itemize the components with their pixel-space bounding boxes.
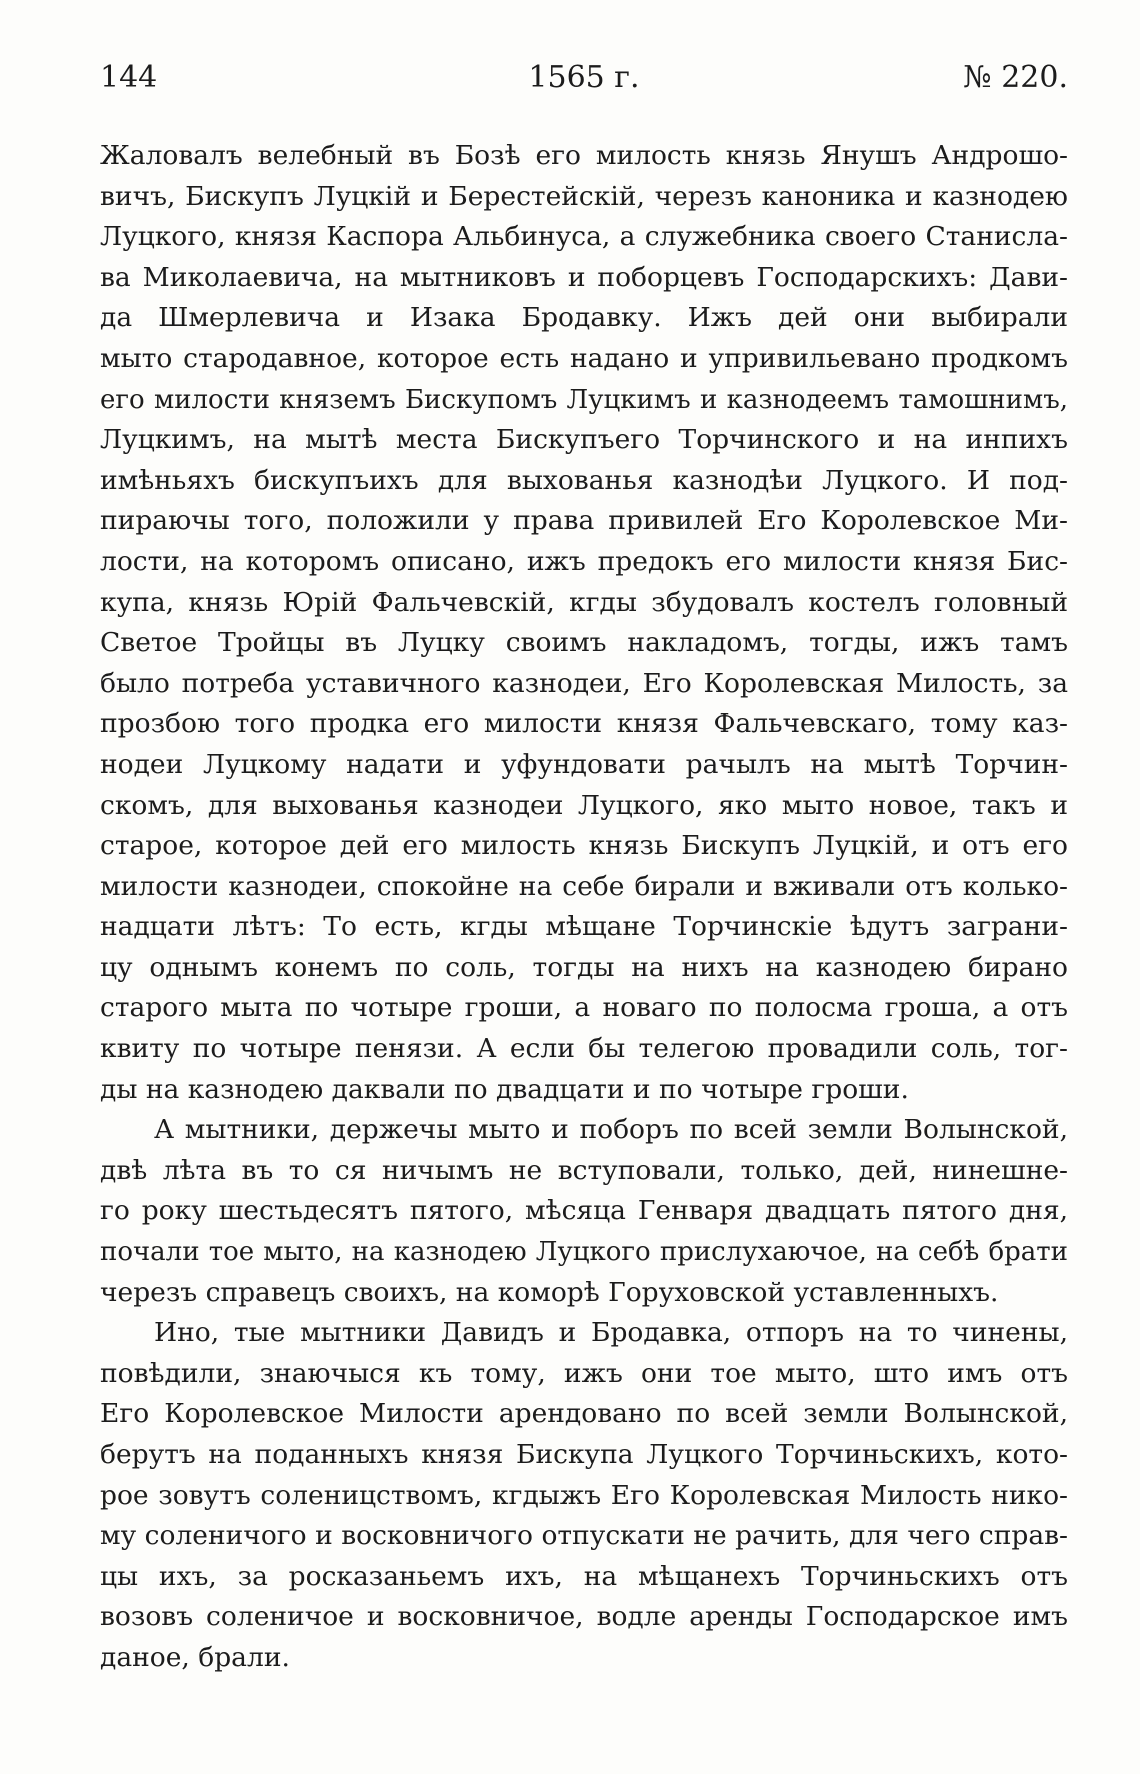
text-line: двѣ лѣта въ то ся ничымъ не вступовали, только, дей, нинешне- (100, 1154, 1068, 1186)
text-line: Ино, тые мытники Давидъ и Бродавка, отпоръ на то чинены, (154, 1317, 1068, 1349)
text-line: пираючы того, положили у права привилей Его Королевское Ми- (100, 505, 1068, 537)
text-line: надцати лѣтъ: То есть, кгды мѣщане Торчинскіе ѣдутъ заграни- (100, 911, 1068, 943)
text-line: берутъ на поданныхъ князя Бискупа Луцкого Торчиньскихъ, кото- (100, 1439, 1068, 1470)
text-line: черезъ справецъ своихъ, на коморѣ Горуховской уставленныхъ. (100, 1276, 999, 1308)
text-line: цу однымъ конемъ по соль, тогды на нихъ на казнодею бирано (100, 951, 1068, 983)
text-line: мыто стародавное, которое есть надано и упривильевано продкомъ (100, 342, 1068, 374)
text-line: нодеи Луцкому надати и уфундовати рачылъ на мытѣ Торчин- (100, 748, 1068, 780)
text-line: прозбою того продка его милости князя Фальчевскаго, тому каз- (100, 708, 1068, 740)
text-line: ды на казнодею даквали по двадцати и по чотыре гроши. (100, 1073, 909, 1105)
text-line: его милости княземъ Бискупомъ Луцкимъ и казнодеемъ тамошнимъ, (100, 384, 1068, 415)
text-line: лости, на которомъ описано, ижъ предокъ его милости князя Бис- (100, 545, 1068, 577)
text-line: старого мыта по чотыре гроши, а новаго по полосма гроша, а отъ (100, 992, 1068, 1024)
text-line: да Шмерлевича и Изака Бродавку. Ижъ дей они выбирали (100, 302, 1068, 334)
document-year: 1565 г. (528, 60, 640, 95)
running-head (100, 56, 1068, 100)
text-line: старое, которое дей его милость князь Бискупъ Луцкій, и отъ его (100, 830, 1068, 862)
text-line: милости казнодеи, спокойне на себе бирали и вживали отъ колько- (100, 870, 1068, 902)
text-line: скомъ, для выхованья казнодеи Луцкого, яко мыто новое, такъ и (100, 789, 1068, 821)
text-line: Луцкого, князя Каспора Альбинуса, а служебника своего Станисла- (100, 221, 1068, 253)
text-line: рое зовутъ соленицствомъ, кгдыжъ Его Королевская Милость нико- (100, 1479, 1068, 1511)
text-line: было потреба уставичного казнодеи, Его Королевская Милость, за (100, 667, 1068, 699)
text-line: почали тое мыто, на казнодею Луцкого прислухаючое, на себѣ брати (100, 1237, 1068, 1268)
text-line: даное, брали. (100, 1641, 290, 1673)
text-line: ва Миколаевича, на мытниковъ и поборцевъ Господарскихъ: Дави- (100, 261, 1068, 293)
text-line: квиту по чотыре пенязи. А если бы телегою провадили соль, тог- (100, 1033, 1068, 1065)
text-line: имѣньяхъ бискупъихъ для выхованья казнодѣи Луцкого. И под- (100, 464, 1068, 496)
document-number: № 220. (963, 60, 1068, 95)
text-line: А мытники, держечы мыто и поборъ по всей земли Волынской, (154, 1114, 1068, 1146)
text-line: Его Королевское Милости арендовано по всей земли Волынской, (100, 1398, 1068, 1430)
text-line: вичъ, Бискупъ Луцкій и Берестейскій, черезъ каноника и казнодею (100, 180, 1068, 212)
text-line: Жаловалъ велебный въ Бозѣ его милость князь Янушъ Андрошо- (100, 140, 1068, 171)
text-line: повѣдили, знаючыся къ тому, ижъ они тое мыто, што имъ отъ (100, 1357, 1068, 1389)
text-line: го року шестьдесятъ пятого, мѣсяца Генваря двадцать пятого дня, (100, 1195, 1068, 1227)
body-text (100, 136, 1068, 1679)
page-number: 144 (100, 60, 158, 95)
text-line: цы ихъ, за росказаньемъ ихъ, на мѣщанехъ Торчиньскихъ отъ (100, 1560, 1068, 1592)
text-line: Светое Тройцы въ Луцку своимъ накладомъ, тогды, ижъ тамъ (100, 627, 1068, 659)
text-line: купа, князь Юрій Фальчевскій, кгды збудовалъ костелъ головный (100, 586, 1068, 618)
text-line: возовъ соленичое и восковничое, водле аренды Господарское имъ (100, 1601, 1068, 1633)
text-line: му соленичого и восковничого отпускати не рачить, для чего справ- (100, 1520, 1068, 1552)
text-line: Луцкимъ, на мытѣ места Бискупъего Торчинского и на инпихъ (100, 424, 1068, 456)
